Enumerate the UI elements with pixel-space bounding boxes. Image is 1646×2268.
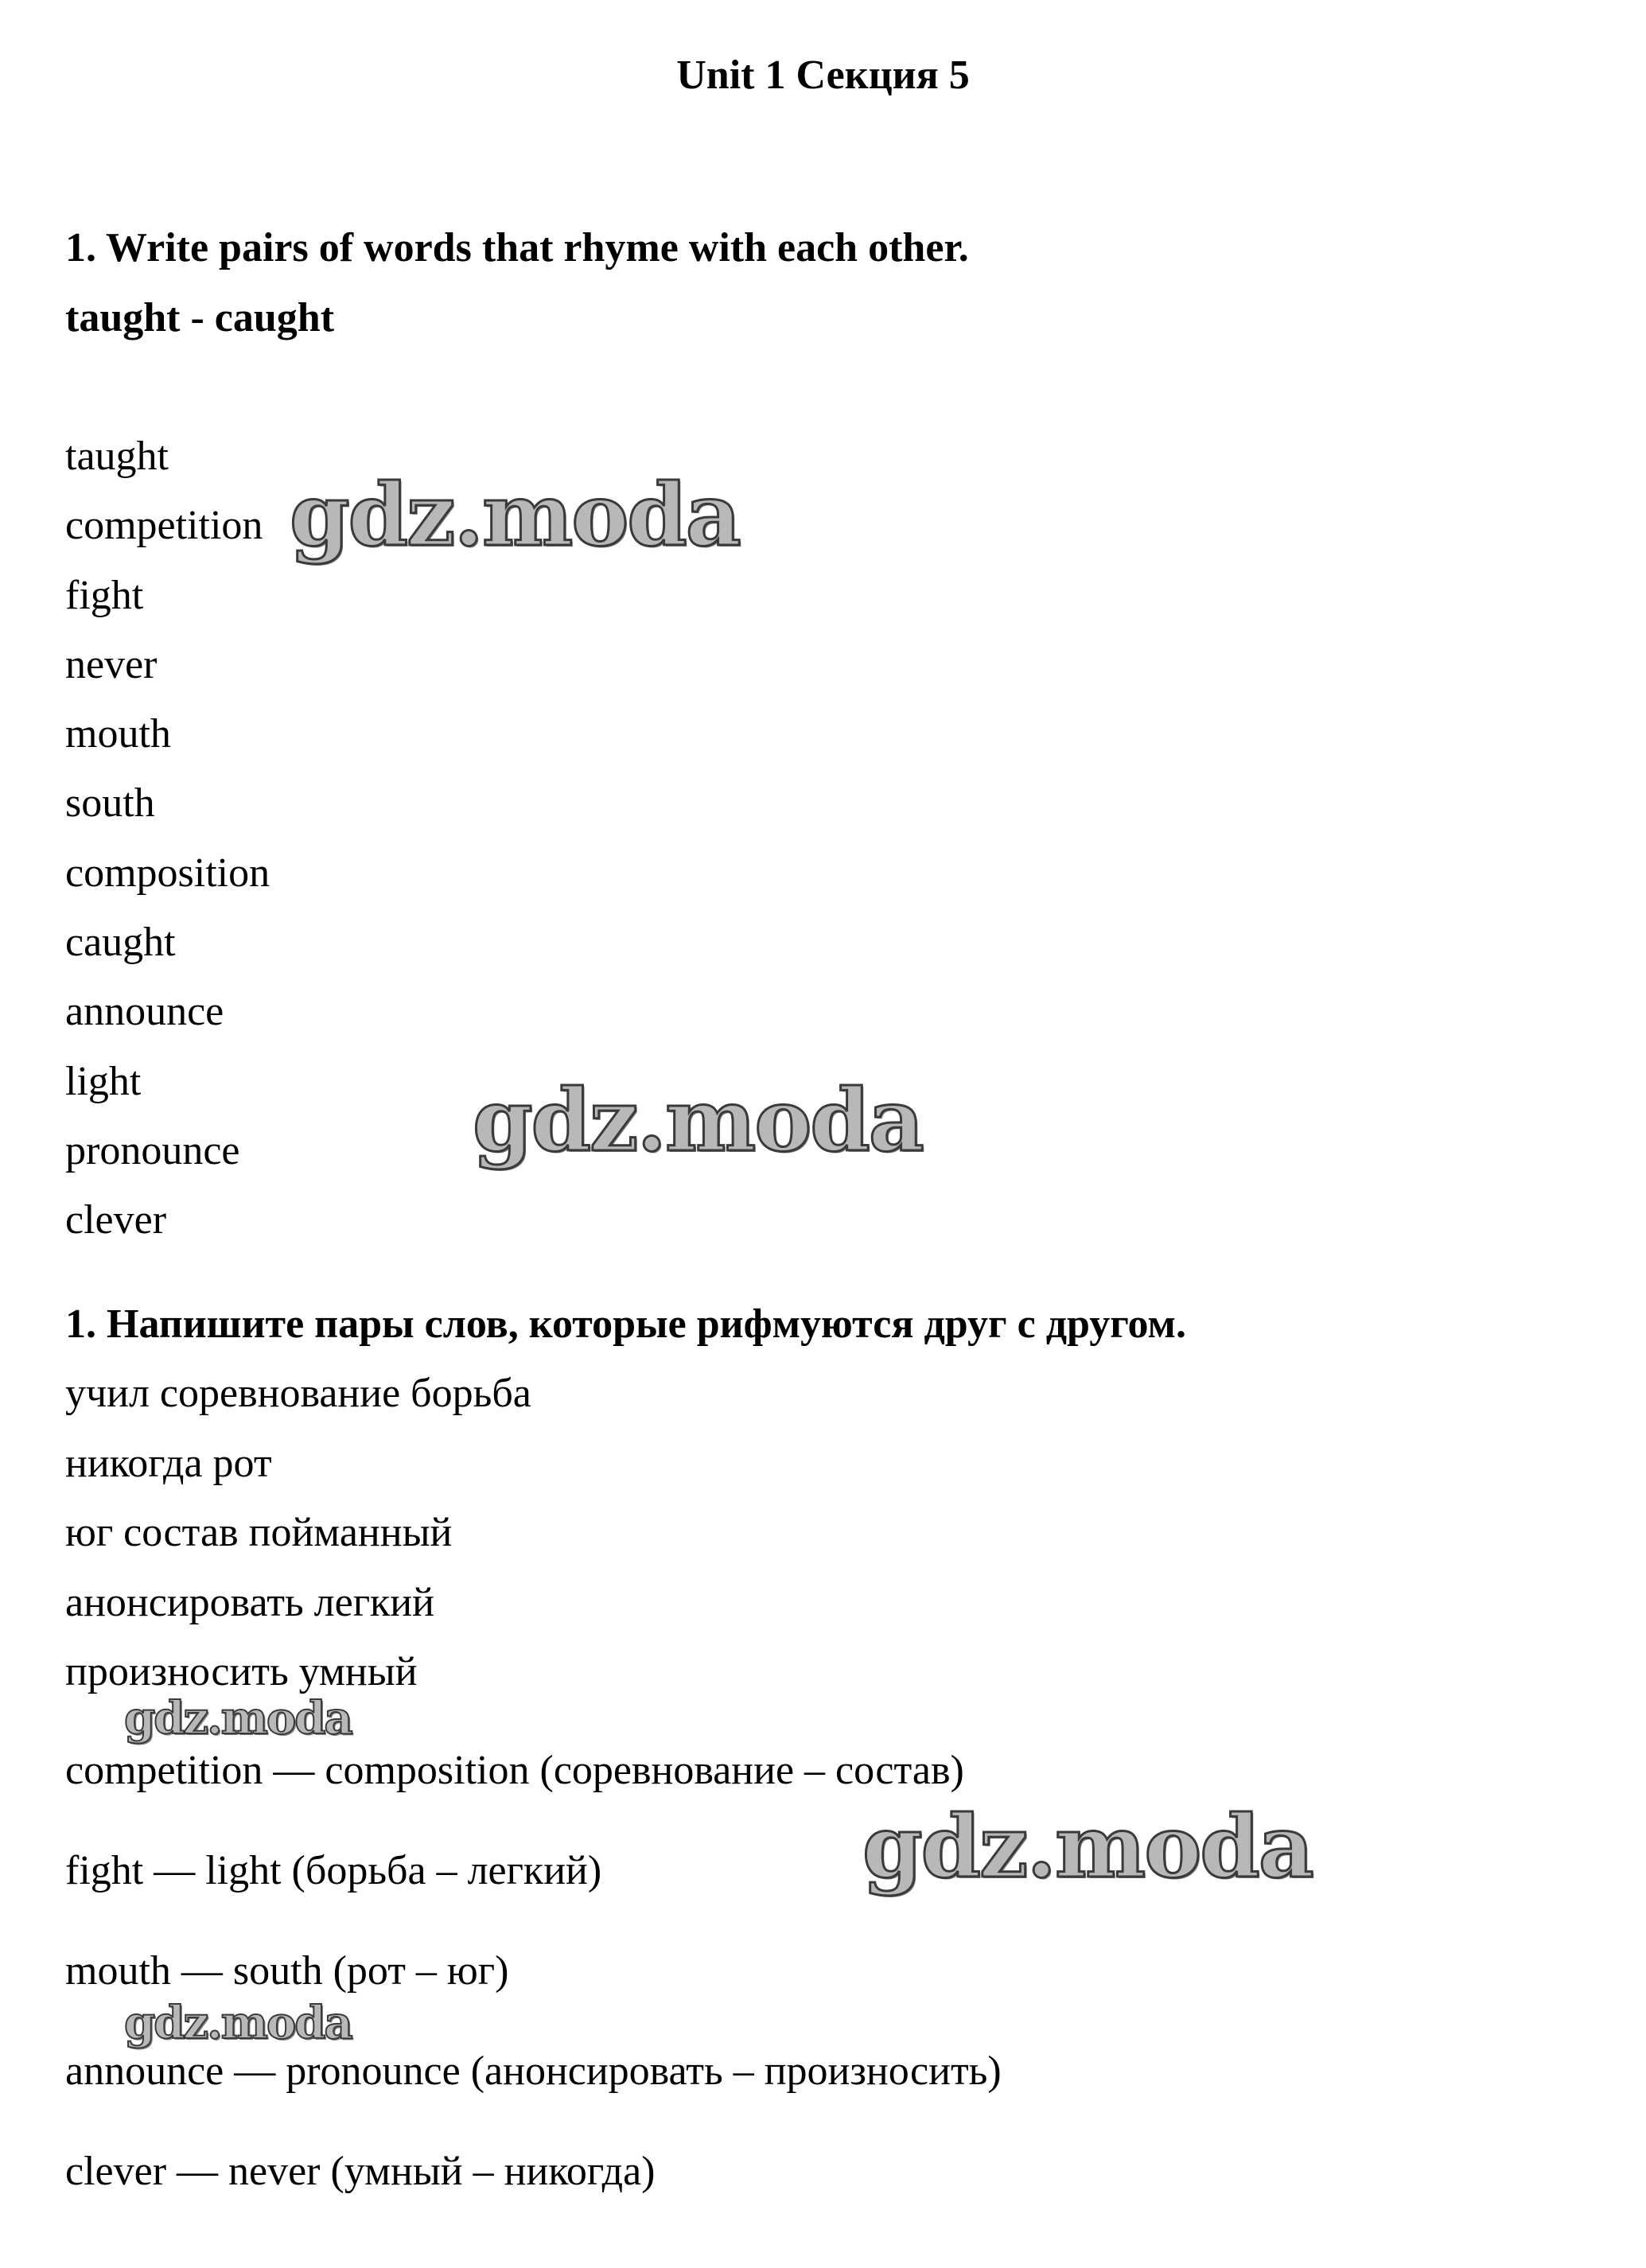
word-item: pronounce bbox=[65, 1127, 240, 1173]
word-item: clever bbox=[65, 1197, 167, 1243]
task-example: taught - caught bbox=[65, 295, 335, 340]
word-list bbox=[65, 422, 270, 1255]
watermark-logo: gdz.moda bbox=[124, 1997, 352, 2049]
watermark-logo: gdz.moda bbox=[290, 465, 740, 566]
word-item: competition bbox=[65, 503, 263, 549]
task-heading: 1. Write pairs of words that rhyme with each other. bbox=[65, 225, 969, 270]
answer-pair: mouth — south (рот – юг) bbox=[65, 1948, 509, 1994]
watermark-logo: gdz.moda bbox=[124, 1692, 352, 1745]
answer-pair: competition — composition (соревнование – состав) bbox=[65, 1748, 964, 1793]
word-item: south bbox=[65, 780, 155, 827]
word-item: never bbox=[65, 641, 158, 687]
translation-line: анонсировать легкий bbox=[65, 1579, 434, 1625]
translation-list bbox=[65, 1359, 531, 1707]
page-title: Unit 1 Секция 5 bbox=[676, 53, 970, 98]
answer-pair: clever — never (умный – никогда) bbox=[65, 2149, 656, 2194]
word-item: light bbox=[65, 1058, 142, 1104]
translation-line: юг состав пойманный bbox=[65, 1510, 453, 1555]
answer-pair: fight — light (борьба – легкий) bbox=[65, 1848, 602, 1893]
translation-line: никогда рот bbox=[65, 1440, 272, 1486]
watermark-logo: gdz.moda bbox=[473, 1071, 923, 1171]
translation-line: произносить умный bbox=[65, 1649, 418, 1694]
watermark-logo: gdz.moda bbox=[862, 1797, 1313, 1897]
answer-list bbox=[65, 1739, 1002, 2240]
word-item: mouth bbox=[65, 711, 171, 757]
word-item: fight bbox=[65, 572, 144, 618]
translation-line: учил соревнование борьба bbox=[65, 1371, 531, 1416]
answer-pair: announce — pronounce (анонсировать – произносить) bbox=[65, 2048, 1002, 2094]
translation-heading: 1. Напишите пары слов, которые рифмуются друг с другом. bbox=[65, 1301, 1186, 1347]
word-item: taught bbox=[65, 434, 169, 479]
word-item: caught bbox=[65, 920, 176, 966]
word-item: composition bbox=[65, 850, 270, 896]
word-item: announce bbox=[65, 989, 224, 1035]
